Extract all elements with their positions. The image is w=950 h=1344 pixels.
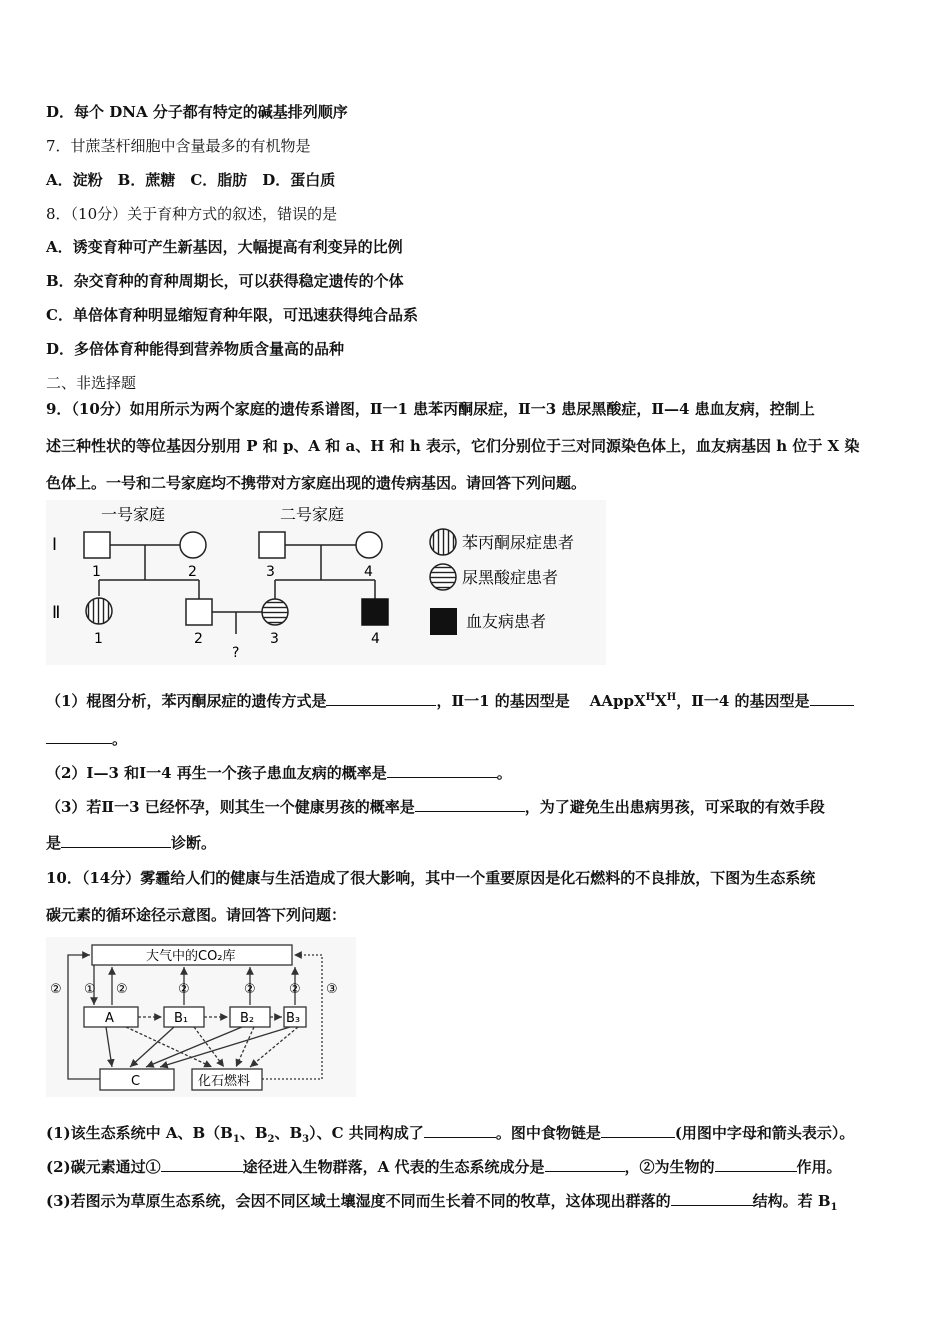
q8-option-d: D．多倍体育种能得到营养物质含量高的品种 [46, 340, 345, 358]
q9-sub3-text-d: 诊断。 [171, 834, 217, 852]
q10-sub3-s: 1 [830, 1202, 838, 1213]
circle-3: ③ [326, 982, 338, 997]
q10-stem-line1 [46, 868, 904, 888]
circle-2-B1: ② [178, 982, 190, 997]
q9-sub1-text-c: ，Ⅱ一4 的基因型是 [676, 692, 810, 710]
q9-sub2-text: （2）Ⅰ—3 和Ⅰ一4 再生一个孩子患血友病的概率是 [46, 764, 387, 782]
q10-sub1-s3: 3 [302, 1134, 310, 1145]
geno-base: AAppX [589, 692, 646, 710]
q9-sub3-line2 [46, 832, 216, 853]
carbon-cycle-diagram [46, 937, 356, 1097]
f2-I4-female [356, 532, 382, 558]
q10-sub2-line [46, 1156, 842, 1177]
q10-sub2-c: ，②为生物的 [624, 1158, 715, 1176]
q9-sub1-blank2a[interactable] [810, 690, 854, 706]
legend-pku-symbol [430, 529, 456, 555]
circle-2-B2: ② [244, 982, 256, 997]
q9-sub1-end: 。 [112, 730, 128, 748]
q9-sub3-text-a: （3）若Ⅱ一3 已经怀孕，则其生一个健康男孩的概率是 [46, 798, 415, 816]
geno-x: X [655, 692, 667, 710]
q8-option-a: A．诱变育种可产生新基因，大幅提高有利变异的比例 [46, 238, 403, 256]
q10-stem-line2: 碳元素的循环途径示意图。请回答下列问题： [46, 906, 347, 924]
q9-genotype-II1 [590, 692, 676, 710]
circle-2-C: ② [50, 982, 62, 997]
q7-stem: 7．甘蔗茎杆细胞中含量最多的有机物是 [46, 137, 311, 155]
q10-sub3-b: 结构。若 B [752, 1192, 831, 1210]
gen2-label: Ⅱ [52, 603, 61, 623]
q9-sub1-blank1[interactable] [326, 690, 436, 706]
circle-2-B3: ② [289, 982, 301, 997]
unknown-child-mark: ? [232, 645, 240, 661]
f1-I2-num: 2 [188, 564, 197, 580]
q10-sub2-blank2[interactable] [545, 1156, 625, 1172]
q9-stem-line1 [46, 399, 904, 419]
q10-sub1-s1: 1 [232, 1134, 240, 1145]
pedigree-chart [46, 500, 606, 665]
q9-sub1-line2 [46, 728, 127, 749]
q9-stem1-text: 9．（10分）如用所示为两个家庭的遗传系谱图，Ⅱ一1 患苯丙酮尿症，Ⅱ一3 患尿黑酸症，Ⅱ—4 患血友病，控制上 [46, 400, 815, 418]
legend-hemo-symbol [430, 608, 457, 635]
q10-sub3-a: (3)若图示为草原生态系统，会因不同区域土壤湿度不同而生长着不同的牧草，这体现出群落的 [46, 1192, 671, 1210]
q9-sub1-line [46, 690, 854, 711]
circle-2-A: ② [116, 982, 128, 997]
label-B3: B₃ [286, 1011, 301, 1026]
q9-sub3-line [46, 796, 825, 817]
q10-sub2-d: 作用。 [796, 1158, 842, 1176]
q10-sub1-b: 、B [239, 1124, 268, 1142]
f1-I2-female [180, 532, 206, 558]
legend-pku-label: 苯丙酮尿症患者 [462, 533, 575, 552]
II3-num: 3 [270, 631, 279, 647]
family2-label: 二号家庭 [280, 505, 345, 524]
q10-sub1-line [46, 1122, 854, 1143]
label-fossil-fuel: 化石燃料 [198, 1074, 251, 1089]
q10-sub1-e: 。图中食物链是 [495, 1124, 601, 1142]
geno-sup2: H [666, 692, 677, 703]
family1-label: 一号家庭 [101, 505, 166, 524]
q9-sub1-blank2b[interactable] [46, 728, 112, 744]
q10-sub1-a: (1)该生态系统中 A、B（B [46, 1124, 233, 1142]
q9-stem2-text: 述三种性状的等位基因分别用 P 和 p、A 和 a、H 和 h 表示，它们分别位于三对同源染色体上，血友病基因 h 位于 X 染 [46, 437, 860, 455]
f1-I1-num: 1 [92, 564, 101, 580]
q9-sub2-blank[interactable] [387, 762, 497, 778]
II1-female-pku [86, 598, 112, 624]
q10-sub1-blank2[interactable] [601, 1122, 675, 1138]
II3-female-alkaptonuria [262, 599, 288, 625]
q9-sub1-text-b: ，Ⅱ一1 的基因型是 [436, 692, 570, 710]
q10-sub2-blank1[interactable] [161, 1156, 243, 1172]
q10-sub1-f: (用图中字母和箭头表示）。 [674, 1124, 855, 1142]
q10-sub2-b: 途径进入生物群落，A 代表的生态系统成分是 [242, 1158, 545, 1176]
q9-sub3-blank2[interactable] [61, 832, 171, 848]
q8-option-c: C．单倍体育种明显缩短育种年限，可迅速获得纯合品系 [46, 306, 418, 324]
q10-sub3-line [46, 1190, 838, 1211]
q9-sub2-end: 。 [496, 764, 512, 782]
q10-sub2-a: (2)碳元素通过① [46, 1158, 161, 1176]
label-B2: B₂ [240, 1011, 255, 1026]
II2-num: 2 [194, 631, 203, 647]
f2-I4-num: 4 [364, 564, 373, 580]
co2-pool-label: 大气中的CO₂库 [146, 949, 236, 964]
f2-I3-male [259, 532, 285, 558]
q9-stem-line2 [46, 436, 904, 456]
q10-sub3-blank[interactable] [671, 1190, 753, 1206]
q6-option-d: D．每个 DNA 分子都有特定的碱基排列顺序 [46, 103, 348, 121]
label-C: C [131, 1074, 141, 1089]
f2-I3-num: 3 [266, 564, 275, 580]
q9-sub3-blank1[interactable] [415, 796, 525, 812]
II2-male [186, 599, 212, 625]
q10-sub1-s2: 2 [267, 1134, 275, 1145]
legend-alk-label: 尿黑酸症患者 [462, 568, 559, 587]
q9-sub1-text-a: （1）棍图分析，苯丙酮尿症的遗传方式是 [46, 692, 327, 710]
q10-stem1-text: 10．（14分）雾霾给人们的健康与生活造成了很大影响，其中一个重要原因是化石燃料的不良排放，下图为生态系统 [46, 869, 816, 887]
q9-sub2-line [46, 762, 512, 783]
q7-options: A．淀粉 B．蔗糖 C．脂肪 D．蛋白质 [46, 171, 336, 189]
II1-num: 1 [94, 631, 103, 647]
q10-sub1-d: ）、C 共同构成了 [309, 1124, 424, 1142]
f1-I1-male [84, 532, 110, 558]
q10-sub2-blank3[interactable] [715, 1156, 797, 1172]
q9-sub3-text-b: ，为了避免生出患病男孩，可采取的有效手段 [524, 798, 825, 816]
label-A: A [105, 1011, 114, 1026]
circle-1: ① [84, 982, 96, 997]
q8-option-b: B．杂交育种的育种周期长，可以获得稳定遗传的个体 [46, 272, 404, 290]
label-B1: B₁ [174, 1011, 189, 1026]
legend-alk-symbol [430, 564, 456, 590]
gen1-label: Ⅰ [52, 535, 58, 555]
q9-stem-line3: 色体上。一号和二号家庭均不携带对方家庭出现的遗传病基因。请回答下列问题。 [46, 474, 587, 492]
legend-hemo-label: 血友病患者 [466, 612, 547, 631]
q10-sub1-c: 、B [274, 1124, 303, 1142]
q9-sub3-text-c: 是 [46, 834, 62, 852]
II4-male-hemophilia [362, 599, 388, 625]
q8-stem: 8．（10分）关于育种方式的叙述，错误的是 [46, 205, 338, 223]
II4-num: 4 [371, 631, 380, 647]
section-title: 二、非选择题 [46, 374, 137, 392]
geno-sup1: H [645, 692, 656, 703]
q10-sub1-blank1[interactable] [424, 1122, 496, 1138]
